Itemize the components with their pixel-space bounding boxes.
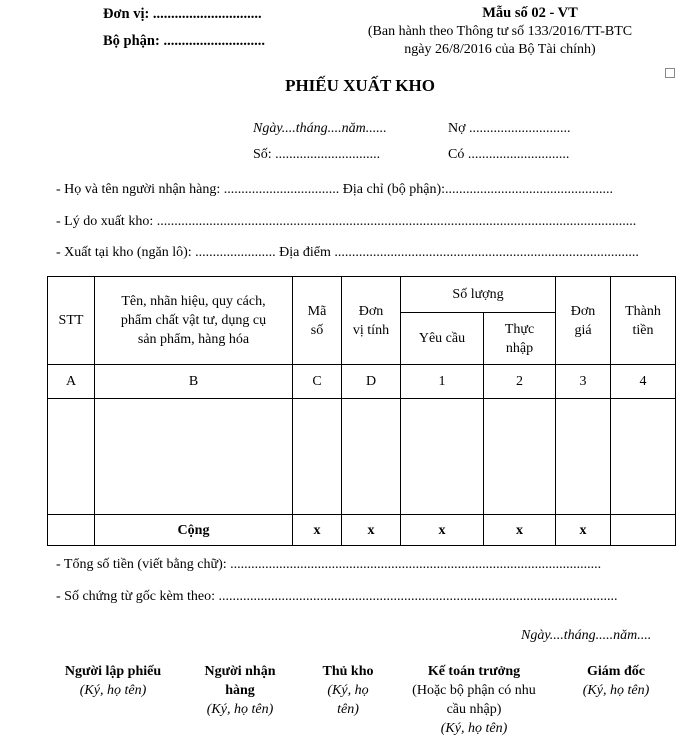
- empty-cell: [342, 399, 401, 515]
- reason-line: - Lý do xuất kho: .........................................................................................................................................: [56, 214, 637, 229]
- index-cell: 4: [611, 365, 676, 399]
- receiver-line: - Họ và tên người nhận hàng: ................................. Địa chỉ (bộ phận):................................................: [56, 182, 614, 197]
- header-amount: Thành tiền: [611, 277, 676, 365]
- header-price: Đơn giá: [556, 277, 611, 365]
- empty-cell: [48, 399, 95, 515]
- index-cell: C: [293, 365, 342, 399]
- header-requested: Yêu cầu: [401, 313, 484, 365]
- credit-account: Có .............................: [448, 147, 570, 162]
- voucher-date: Ngày....tháng....năm......: [253, 121, 387, 136]
- index-cell: 3: [556, 365, 611, 399]
- header-actual: Thực nhập: [484, 313, 556, 365]
- signature-director: Giám đốc (Ký, họ tên): [582, 664, 650, 698]
- total-row: [48, 515, 676, 546]
- total-label: Cộng: [95, 515, 293, 546]
- issued-date-note: ngày 26/8/2016 của Bộ Tài chính): [404, 42, 596, 57]
- header-code: Mã số: [293, 277, 342, 365]
- index-cell: A: [48, 365, 95, 399]
- page-title: PHIẾU XUẤT KHO: [285, 76, 435, 95]
- warehouse-line: - Xuất tại kho (ngăn lô): ....................... Địa điểm .......................................................................................: [56, 245, 639, 260]
- header-stt: STT: [48, 277, 95, 365]
- department-field: Bộ phận: ............................: [103, 33, 265, 49]
- empty-cell: [293, 399, 342, 515]
- empty-cell: [611, 515, 676, 546]
- empty-cell: [484, 399, 556, 515]
- empty-cell: [95, 399, 293, 515]
- total-mark: x: [293, 515, 342, 546]
- signature-receiver: Người nhận hàng (Ký, họ tên): [204, 664, 276, 717]
- total-mark: x: [556, 515, 611, 546]
- unit-field: Đơn vị: ..............................: [103, 6, 262, 22]
- index-cell: 2: [484, 365, 556, 399]
- total-in-words-line: - Tổng số tiền (viết bằng chữ): ..........................................................................................................: [56, 557, 602, 572]
- attached-docs-line: - Số chứng từ gốc kèm theo: ..................................................................................................................: [56, 589, 618, 604]
- total-mark: x: [484, 515, 556, 546]
- empty-cell: [611, 399, 676, 515]
- header-quantity: Số lượng: [401, 277, 556, 313]
- index-cell: B: [95, 365, 293, 399]
- total-mark: x: [342, 515, 401, 546]
- empty-cell: [401, 399, 484, 515]
- empty-row: [48, 399, 676, 515]
- form-code: Mẫu số 02 - VT: [482, 5, 578, 21]
- empty-cell: [556, 399, 611, 515]
- index-cell: D: [342, 365, 401, 399]
- debit-account: Nợ .............................: [448, 121, 571, 136]
- index-row: [48, 365, 676, 399]
- total-mark: x: [401, 515, 484, 546]
- signature-storekeeper: Thủ kho (Ký, họ tên): [322, 664, 374, 717]
- signature-chief-accountant: Kế toán trưởng (Hoặc bộ phận có nhu cầu nhập) (Ký, họ tên): [412, 664, 536, 736]
- voucher-number: Số: ..............................: [253, 147, 381, 162]
- header-unit: Đơn vị tính: [342, 277, 401, 365]
- header-name: Tên, nhãn hiệu, quy cách, phẩm chất vật tư, dụng cụ sản phẩm, hàng hóa: [95, 277, 293, 365]
- issued-by-note: (Ban hành theo Thông tư số 133/2016/TT-BTC: [367, 24, 633, 39]
- sign-date: Ngày....tháng.....năm....: [521, 628, 652, 643]
- signature-preparer: Người lập phiếu (Ký, họ tên): [64, 664, 162, 698]
- items-table: [47, 276, 675, 547]
- index-cell: 1: [401, 365, 484, 399]
- empty-cell: [48, 515, 95, 546]
